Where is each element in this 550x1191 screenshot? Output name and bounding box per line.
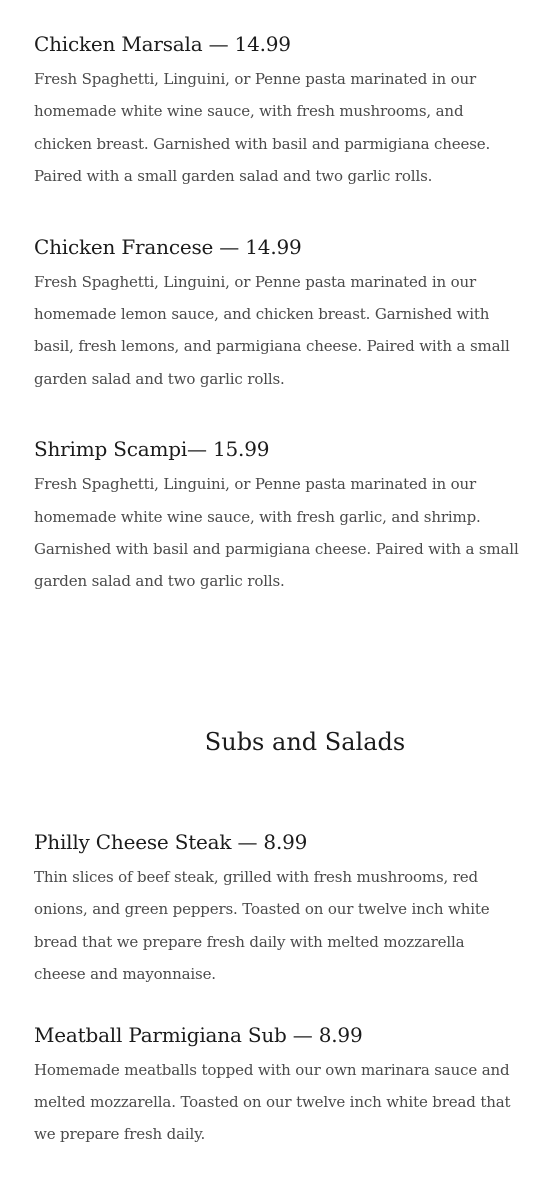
menu-item-philly-cheese-steak: [34, 828, 520, 991]
menu-item-description: Fresh Spaghetti, Linguini, or Penne pasta marinated in our homemade white wine sauce, with fresh mushrooms, and chicken breast. Garnished with basil and parmigiana cheese. Paired with a small garden salad and two garlic rolls.: [34, 70, 491, 186]
menu-content: [34, 30, 520, 1191]
section-heading-subs-and-salads: Subs and Salads: [204, 727, 406, 756]
menu-item-description: Fresh Spaghetti, Linguini, or Penne pasta marinated in our homemade white wine sauce, with fresh garlic, and shrimp. Garnished with basil and parmigiana cheese. Paired with a small garden salad and two garlic rolls.: [34, 475, 519, 591]
menu-item-title: Shrimp Scampi— 15.99: [34, 437, 270, 462]
menu-item-meatball-parmigiana-sub: [34, 1021, 520, 1151]
menu-item-description: Homemade meatballs topped with our own marinara sauce and melted mozzarella. Toasted on our twelve inch white bread that we prepare fresh daily.: [34, 1060, 511, 1144]
menu-item-title: Meatball Parmigiana Sub — 8.99: [34, 1022, 363, 1047]
menu-item-chicken-francese: [34, 233, 520, 396]
menu-item-title: Chicken Francese — 14.99: [34, 234, 302, 259]
menu-item-title: Chicken Marsala — 14.99: [34, 32, 291, 56]
menu-item-description: Fresh Spaghetti, Linguini, or Penne pasta marinated in our homemade lemon sauce, and chicken breast. Garnished with basil, fresh lemons, and parmigiana cheese. Paired with a small garden salad and two garlic rolls.: [34, 272, 510, 388]
menu-item-chicken-marsala: [34, 30, 520, 193]
menu-item-title: Philly Cheese Steak — 8.99: [34, 829, 308, 854]
menu-item-description: Thin slices of beef steak, grilled with fresh mushrooms, red onions, and green peppers. Toasted on our twelve inch white bread that we prepare fresh daily with melted mozzarella cheese and mayonnaise.: [34, 867, 490, 984]
menu-item-shrimp-scampi: [34, 435, 520, 598]
